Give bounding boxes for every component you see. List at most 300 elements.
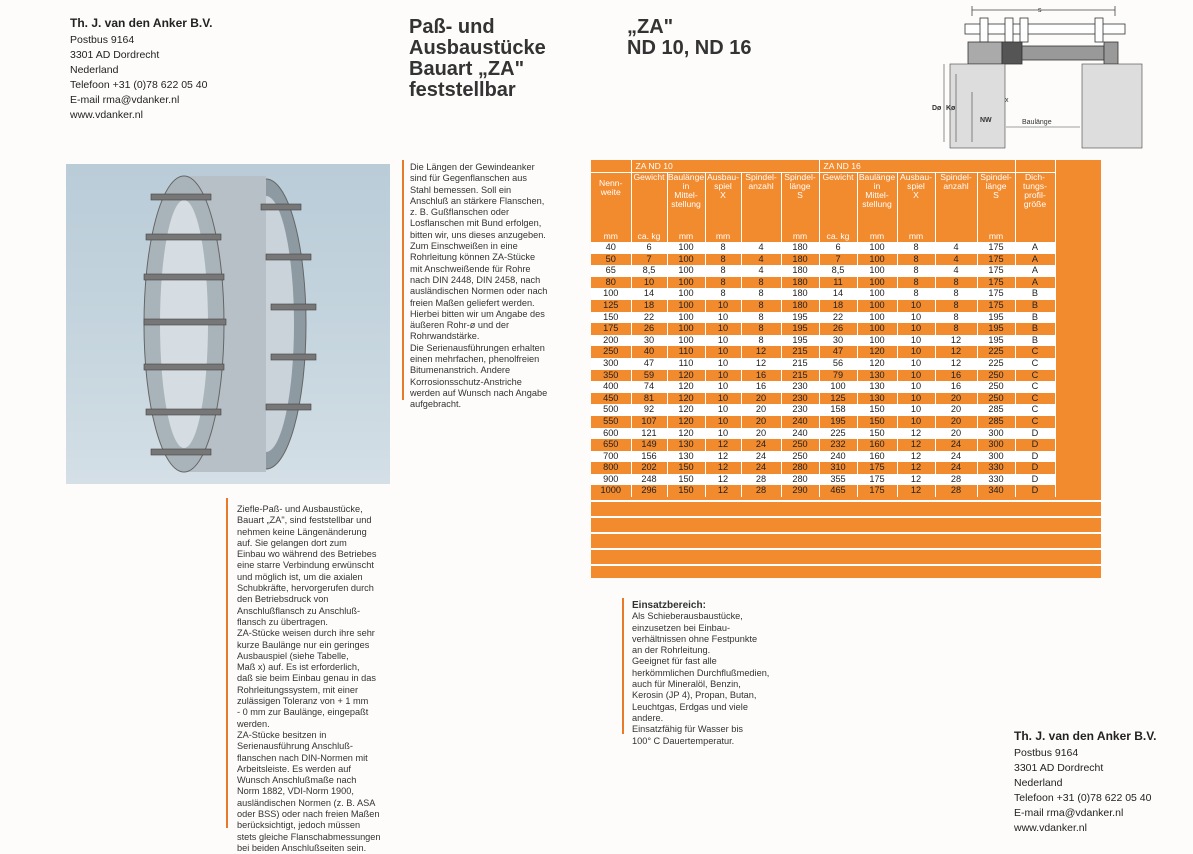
table-row [591,277,1055,289]
einsatz-line: einzusetzen bei Einbau- [632,622,731,633]
table-cell: 12 [741,358,781,370]
table-cell: 110 [667,358,705,370]
unit-cell [741,231,781,242]
table-cell: 16 [935,381,977,393]
table-row [591,300,1055,312]
table-cell: 230 [781,381,819,393]
table-row [591,439,1055,451]
table-cell: 232 [819,439,857,451]
title-line-2: Ausbaustücke [409,37,546,59]
table-cell: 20 [935,404,977,416]
einsatz-line: andere. [632,712,664,723]
table-cell: 250 [977,370,1015,382]
table-cell: 310 [819,462,857,474]
left-text-line: oder BSS) oder nach freien Maßen [237,809,380,820]
table-cell: 100 [667,277,705,289]
table-cell: 12 [897,462,935,474]
table-cell: D [1015,474,1055,486]
table-cell: 225 [977,358,1015,370]
left-text-line: Bauart „ZA", sind feststellbar und [237,515,372,526]
table-cell: 59 [631,370,667,382]
table-cell: 12 [897,485,935,497]
table-cell: 10 [705,370,741,382]
table-cell: 10 [897,358,935,370]
left-text-line: Maß x) auf. Es ist erforderlich, [237,662,360,673]
middle-text-line: einen mehrfachen, phenolfreien [410,354,540,365]
table-cell: 22 [631,312,667,324]
table-cell: 12 [705,451,741,463]
table-cell: 195 [977,323,1015,335]
table-cell: 10 [705,323,741,335]
left-text-line: ausländischen Normen (z. B. ASA [237,797,376,808]
table-cell: 175 [977,242,1015,254]
table-cell: 8 [935,323,977,335]
table-cell: 150 [857,404,897,416]
company-country: Nederland [70,64,119,76]
table-cell: 24 [935,451,977,463]
table-cell: 10 [897,370,935,382]
table-cell: 149 [631,439,667,451]
left-text-line: werden. [237,718,270,729]
unit-cell: mm [897,231,935,242]
table-cell: D [1015,485,1055,497]
table-cell: 24 [935,462,977,474]
left-description-text [237,504,381,854]
einsatz-line: Einsatzfähig für Wasser bis [632,724,743,735]
table-cell: 10 [705,428,741,440]
table-cell: 600 [591,428,631,440]
table-cell: 18 [819,300,857,312]
table-cell: 130 [667,439,705,451]
einsatz-title: Einsatzbereich: [632,600,706,611]
header-spindelanzahl-10: Spindel- anzahl [741,173,781,232]
table-cell: 120 [667,393,705,405]
table-cell: 400 [591,381,631,393]
table-cell: 12 [741,346,781,358]
table-cell: 285 [977,416,1015,428]
table-cell: 500 [591,404,631,416]
einsatz-line: Als Schieberausbaustücke, [632,611,743,622]
table-cell: 65 [591,265,631,277]
table-cell: 100 [667,323,705,335]
table-cell: D [1015,439,1055,451]
table-cell: 100 [857,300,897,312]
table-cell: 180 [781,265,819,277]
middle-text-line: äußeren Rohr-ø und der [410,320,510,331]
table-cell: 20 [935,416,977,428]
flange-photo-illustration [66,164,390,484]
table-cell: 180 [781,277,819,289]
table-cell: 156 [631,451,667,463]
table-stripe [591,500,1101,502]
table-cell: 16 [741,381,781,393]
middle-text-line: freien Maßen geliefert werden. [410,297,535,308]
table-cell: 8 [935,312,977,324]
table-cell: 230 [781,404,819,416]
table-cell: 20 [741,404,781,416]
table-cell: 180 [781,242,819,254]
table-cell: C [1015,381,1055,393]
table-cell: 350 [591,370,631,382]
table-cell: 10 [897,404,935,416]
company-phone-bottom: Telefoon +31 (0)78 622 05 40 [1014,792,1152,804]
table-cell: 225 [819,428,857,440]
header-ausbauspiel-16: Ausbau- spiel X [897,173,935,232]
table-cell: 8 [705,254,741,266]
table-cell: 24 [741,451,781,463]
table-cell: 10 [897,381,935,393]
table-row [591,323,1055,335]
table-cell: 6 [819,242,857,254]
company-web-bottom: www.vdanker.nl [1014,822,1087,834]
spec-table [591,160,1056,497]
table-cell: 100 [819,381,857,393]
left-text-line: zulässigen Toleranz von + 1 mm [237,696,369,707]
table-cell: 28 [935,485,977,497]
table-stripe [591,548,1101,550]
dim-nw-label: NW [980,117,992,124]
table-row [591,312,1055,324]
header-ausbauspiel-10: Ausbau- spiel X [705,173,741,232]
dim-baulange-label: Baulänge [1022,119,1052,126]
table-cell: 175 [977,265,1015,277]
table-cell: 8 [741,300,781,312]
table-cell: 110 [667,346,705,358]
table-cell: 8 [705,288,741,300]
table-cell: 8 [897,288,935,300]
table-cell: 250 [977,393,1015,405]
middle-text-line: Die Längen der Gewindeanker [410,162,535,172]
middle-text-line: Rohrwandstärke. [410,331,480,342]
table-cell: 150 [667,462,705,474]
table-cell: 330 [977,462,1015,474]
table-cell: 250 [781,451,819,463]
table-cell: 100 [667,312,705,324]
table-cell: 100 [667,335,705,347]
table-cell: 4 [741,265,781,277]
table-cell: 8 [741,323,781,335]
table-cell: 4 [741,242,781,254]
table-cell: 8,5 [631,265,667,277]
unit-cell: mm [667,231,705,242]
table-cell: 100 [857,312,897,324]
table-cell: 7 [819,254,857,266]
einsatz-line: Geeignet für fast alle [632,656,717,667]
table-cell: 120 [667,404,705,416]
table-cell: 100 [857,323,897,335]
table-cell: 215 [781,358,819,370]
table-cell: 10 [897,323,935,335]
table-cell: 121 [631,428,667,440]
left-text-line: Ausbauspiel (siehe Tabelle, [237,650,349,661]
table-cell: 120 [667,416,705,428]
left-text-line: ZA-Stücke besitzen in [237,729,327,740]
middle-text-line: sind für Gegenflanschen aus [410,173,527,184]
middle-text-line: Die Serienausführungen erhalten [410,342,545,353]
table-stripe [591,532,1101,534]
flange-diagram [920,2,1190,150]
table-cell: 10 [897,335,935,347]
table-cell: 195 [977,312,1015,324]
table-cell: 175 [857,485,897,497]
company-web: www.vdanker.nl [70,109,143,121]
table-cell: 200 [591,335,631,347]
table-row [591,358,1055,370]
middle-text-line: Korrosionsschutz-Anstriche [410,376,522,387]
title-line-3: Bauart „ZA" [409,58,525,80]
table-row [591,254,1055,266]
table-cell: 12 [897,439,935,451]
left-text-line: nehmen keine Längenänderung [237,526,367,537]
header-baulange-16: Baulänge in Mittel- stellung [857,173,897,232]
unit-cell: mm [857,231,897,242]
table-cell: C [1015,370,1055,382]
middle-text-line: ausländischen Normen oder nach [410,286,548,297]
table-cell: B [1015,312,1055,324]
company-phone: Telefoon +31 (0)78 622 05 40 [70,79,208,91]
table-cell: 107 [631,416,667,428]
table-cell: 8 [897,254,935,266]
table-cell: 11 [819,277,857,289]
table-cell: 10 [705,404,741,416]
table-stripe [591,516,1101,518]
table-cell: 10 [705,381,741,393]
table-cell: 10 [705,346,741,358]
table-cell: 450 [591,393,631,405]
left-text-line: Arbeitsleiste. Es werden auf [237,763,351,774]
unit-cell: mm [977,231,1015,242]
left-text-line: Serienausführung Anschluß- [237,741,353,752]
divider-line-left [226,498,228,828]
table-cell: 12 [897,474,935,486]
table-cell: 100 [667,254,705,266]
table-cell: A [1015,265,1055,277]
left-text-line: eine starre Verbindung erwünscht [237,560,374,571]
table-cell: 92 [631,404,667,416]
table-row [591,346,1055,358]
header-nennweite: Nenn- weite [591,173,631,232]
einsatz-line: 100° C Dauertemperatur. [632,735,735,746]
header-spindellange-10: Spindel- länge S [781,173,819,232]
table-cell: 150 [857,416,897,428]
table-cell: 8 [741,288,781,300]
left-text-line: Einbau wo während des Betriebes [237,549,377,560]
table-cell: 8 [741,335,781,347]
table-cell: 120 [667,370,705,382]
table-cell: C [1015,346,1055,358]
title2-line-1: „ZA" [627,16,674,38]
company-address2-bottom: 3301 AD Dordrecht [1014,762,1104,774]
table-cell: 20 [741,393,781,405]
table-cell: 550 [591,416,631,428]
header-gewicht-10: Gewicht [631,173,667,232]
middle-text-line: Anschluß an stärkere Flanschen, [410,195,545,206]
table-cell: 20 [741,428,781,440]
left-text-line: bei beiden Anschlußseiten sein. [237,842,367,853]
table-cell: 8 [705,242,741,254]
middle-text-line: Bitumenanstrich. Andere [410,365,511,376]
table-cell: A [1015,242,1055,254]
left-text-line: Schubkräfte, hervorgerufen durch [237,583,374,594]
table-cell: 180 [781,300,819,312]
table-cell: 24 [741,439,781,451]
table-cell: 125 [591,300,631,312]
company-address1-bottom: Postbus 9164 [1014,747,1079,759]
table-cell: 22 [819,312,857,324]
table-cell: D [1015,462,1055,474]
table-cell: 4 [935,265,977,277]
middle-text [410,162,547,411]
table-cell: 130 [857,381,897,393]
company-country-bottom: Nederland [1014,777,1063,789]
table-cell: 355 [819,474,857,486]
spec-table-container [591,160,1101,497]
table-cell: 12 [897,428,935,440]
table-cell: 125 [819,393,857,405]
table-cell: 10 [705,312,741,324]
table-cell: 74 [631,381,667,393]
group-nd10: ZA ND 10 [631,160,819,173]
middle-text-line: Stahl bemessen. Soll ein [410,184,512,195]
header-dichtung: Dich- tungs- profil- größe [1015,173,1055,232]
table-cell: 240 [781,428,819,440]
table-cell: 12 [935,358,977,370]
table-cell: 700 [591,451,631,463]
company-address1: Postbus 9164 [70,34,135,46]
dim-d-label: Dø [932,105,942,112]
table-cell: 215 [781,370,819,382]
table-cell: 12 [705,474,741,486]
left-text-line: kurze Baulänge nur ein geringes [237,639,370,650]
unit-cell: ca. kg [631,231,667,242]
company-name-bottom: Th. J. van den Anker B.V. [1014,729,1157,743]
table-cell: 24 [741,462,781,474]
header-spindelanzahl-16: Spindel- anzahl [935,173,977,232]
table-cell: 230 [781,393,819,405]
middle-text-line: nach DIN 2448, DIN 2458, nach [410,274,541,285]
table-cell: 130 [667,451,705,463]
table-cell: 30 [819,335,857,347]
middle-text-line: z. B. Gußflanschen oder [410,207,510,218]
table-cell: 1000 [591,485,631,497]
left-text-line: Wunsch Anschlußmaße nach [237,775,357,786]
table-cell: 340 [977,485,1015,497]
left-text-line: und möglich ist, um die axialen [237,571,363,582]
table-cell: 330 [977,474,1015,486]
left-text-line: Anschlußflansch zu Anschluß- [237,605,361,616]
table-row [591,370,1055,382]
header-gewicht-16: Gewicht [819,173,857,232]
table-cell: 150 [667,474,705,486]
einsatz-line: auch für Mineralöl, Benzin, [632,679,741,690]
company-name: Th. J. van den Anker B.V. [70,16,213,30]
table-cell: 10 [897,300,935,312]
table-cell: 10 [897,393,935,405]
table-cell: 300 [977,451,1015,463]
table-stripe [591,564,1101,566]
left-text-line: Norm 1882, VDI-Norm 1900, [237,786,354,797]
table-cell: 100 [857,335,897,347]
table-cell: 195 [781,323,819,335]
table-cell: 280 [781,474,819,486]
table-row [591,404,1055,416]
unit-cell: mm [705,231,741,242]
table-cell: 10 [705,416,741,428]
table-cell: 100 [857,277,897,289]
table-cell: 80 [591,277,631,289]
table-cell: 10 [705,335,741,347]
unit-cell: ca. kg [819,231,857,242]
table-cell: 12 [935,346,977,358]
table-cell: 175 [857,474,897,486]
table-row [591,265,1055,277]
table-cell: 8 [935,277,977,289]
title2-line-2: ND 10, ND 16 [627,37,752,59]
table-cell: 248 [631,474,667,486]
table-cell: 8 [705,277,741,289]
table-cell: 8 [897,242,935,254]
table-cell: 195 [781,335,819,347]
table-row [591,335,1055,347]
table-cell: 56 [819,358,857,370]
table-cell: 100 [857,288,897,300]
header-spindellange-16: Spindel- länge S [977,173,1015,232]
table-cell: 14 [819,288,857,300]
table-row [591,288,1055,300]
einsatz-line: an der Rohrleitung. [632,645,711,656]
left-text-line: flansch zu übertragen. [237,616,328,627]
table-cell: 18 [631,300,667,312]
group-nd16: ZA ND 16 [819,160,1015,173]
company-email-bottom: E-mail rma@vdanker.nl [1014,807,1124,819]
dim-k-label: Kø [946,105,956,112]
table-cell: 47 [819,346,857,358]
table-cell: 4 [741,254,781,266]
table-cell: 8,5 [819,265,857,277]
header-baulange-10: Baulänge in Mittel- stellung [667,173,705,232]
company-address-top [70,16,213,123]
table-cell: 175 [591,323,631,335]
einsatz-section [632,600,769,747]
middle-text-line: Rohrleitung können ZA-Stücke [410,252,536,263]
table-cell: 130 [857,370,897,382]
table-cell: 10 [705,300,741,312]
table-cell: 120 [857,346,897,358]
table-cell: 24 [935,439,977,451]
table-cell: 215 [781,346,819,358]
table-cell: C [1015,416,1055,428]
table-cell: 202 [631,462,667,474]
table-cell: 250 [781,439,819,451]
table-cell: 150 [591,312,631,324]
table-row [591,462,1055,474]
table-cell: 300 [977,439,1015,451]
table-cell: 250 [977,381,1015,393]
table-row [591,485,1055,497]
table-cell: 285 [977,404,1015,416]
table-cell: 12 [705,439,741,451]
table-cell: 120 [857,358,897,370]
table-cell: 180 [781,288,819,300]
company-address-bottom [1014,729,1157,836]
table-cell: 20 [935,428,977,440]
middle-text-line: Losflanschen mit Bund erfolgen, [410,218,542,229]
table-cell: 4 [935,242,977,254]
dim-x-label: x [1005,97,1009,104]
table-cell: 100 [857,265,897,277]
table-cell: 10 [897,346,935,358]
table-cell: B [1015,288,1055,300]
